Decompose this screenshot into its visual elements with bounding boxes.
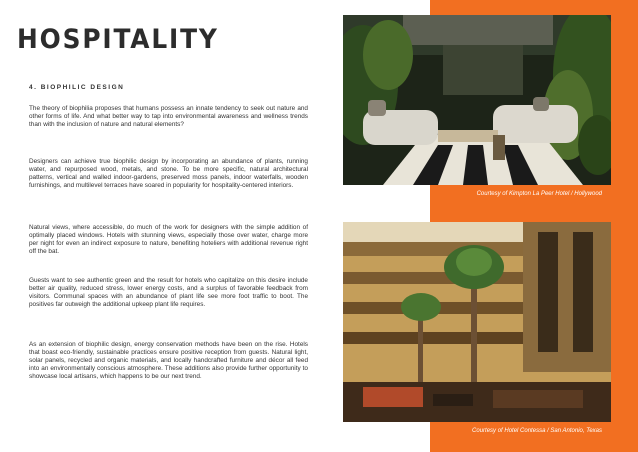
photo-2-caption: Courtesy of Hotel Contessa / San Antonio, Texas	[472, 428, 602, 434]
photo-1-caption: Courtesy of Kimpton La Peer Hotel / Hollywood	[476, 191, 602, 197]
paragraph-4: Guests want to see authentic green and the result for hotels who capitalize on this desire include better air quality, reduced stress, lower energy costs, and a surplus of favorable feedback from visitors. Communal spaces with an abundance of plant life see more foot traffic to boot. The positives far outweigh the additional upkeep plant life requires.	[29, 277, 308, 309]
hotel-atrium-photo	[343, 222, 611, 422]
lounge-terrace-photo	[343, 15, 611, 185]
paragraph-1: The theory of biophilia proposes that humans possess an innate tendency to seek out nature and other forms of life. And what better way to tap into environmental awareness and wellness trends than with the inclusion of nature and natural elements?	[29, 105, 308, 129]
paragraph-5: As an extension of biophilic design, energy conservation methods have been on the rise. Hotels that boast eco-friendly, sustainable practices ensure positive reception from guests. Natural light, solar panels, recycled and organic materials, and locally handcrafted furniture and décor all feed into an environmentally conscious atmosphere. These additions also provide further opportunity to showcase local artisans, which happens to be our next trend.	[29, 341, 308, 381]
section-heading: 4. BIOPHILIC DESIGN	[29, 84, 125, 91]
paragraph-3: Natural views, where accessible, do much of the work for designers with the simple addition of optimally placed windows. Hotels with stunning views, especially those over water, charge more per night for even an indirect exposure to nature, benefiting hoteliers with additional revenue right off the bat.	[29, 224, 308, 256]
page-title: HOSPITALITY	[17, 24, 219, 55]
paragraph-2: Designers can achieve true biophilic design by incorporating an abundance of plants, running water, and repurposed wood, metals, and stone. To be more specific, natural architectural patterns, vertical and walled indoor-gardens, preserved moss panels, indoor waterfalls, wooden furnishings, and multilevel terraces have soared in popularity for hospitality-centered interiors.	[29, 158, 308, 190]
